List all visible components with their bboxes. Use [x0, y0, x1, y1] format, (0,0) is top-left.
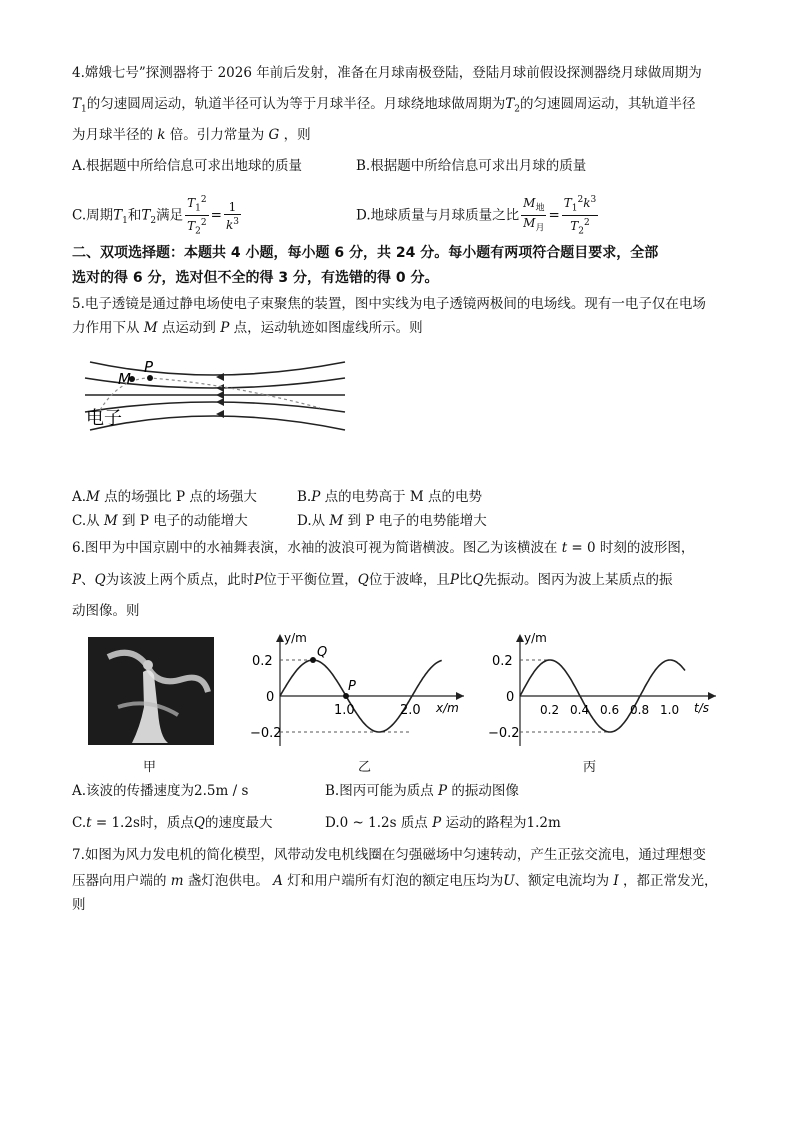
q4-option-a[interactable]: A.根据题中所给信息可求出地球的质量 [72, 158, 303, 174]
x-axis-arrow [456, 692, 464, 700]
q5-option-b[interactable]: B.P 点的电势高于 M 点的电势 [297, 489, 482, 505]
field-arrows [216, 373, 224, 418]
dancer-photo [88, 637, 214, 745]
x-axis-arrow [708, 692, 716, 700]
q6-line1: 6.图甲为中国京剧中的水袖舞表演，水袖的波浪可视为简谐横波。图乙为该横波在 t = 0 时刻的波形图， [72, 540, 695, 556]
dancer-illustration [88, 637, 214, 745]
q5-option-d[interactable]: D.从 M 到 P 电子的电势能增大 [297, 513, 487, 529]
q5-line1: 5.电子透镜是通过静电场使电子束聚焦的装置，图中实线为电子透镜两极间的电场线。现有一电子仅在电场 [72, 296, 706, 312]
q6-option-a[interactable]: A.该波的传播速度为2.5m / s [72, 783, 249, 799]
y-tick-bottom: −0.2 [250, 726, 282, 741]
q7-line2: 压器向用户端的 m 盏灯泡供电。 A 灯和用户端所有灯泡的额定电压均为U、额定电流均为 I ，都正常发光， [72, 873, 718, 889]
x-tick-5: 1.0 [660, 703, 680, 717]
y-axis-arrow [516, 634, 524, 642]
q5-option-c[interactable]: C.从 M 到 P 电子的动能增大 [72, 513, 248, 529]
y-tick-top: 0.2 [492, 654, 513, 669]
label-m: M [118, 370, 131, 388]
label-p: P [144, 358, 154, 376]
section2-heading-line2: 选对的得 6 分，选对但不全的得 3 分，有选错的得 0 分。 [72, 270, 439, 286]
field-line-4 [85, 402, 345, 412]
caption-yi: 乙 [358, 760, 372, 775]
x-tick-1: 0.2 [540, 703, 560, 717]
field-line-5 [90, 416, 345, 430]
y-axis-label: y/m [524, 631, 547, 645]
label-q: Q [317, 645, 328, 660]
q7-line3: 则 [72, 897, 86, 913]
wave-chart-yi [250, 628, 470, 752]
y-axis-label: y/m [284, 631, 307, 645]
vibration-chart-bing [480, 628, 720, 752]
x-tick-4: 0.8 [630, 703, 650, 717]
q4-line1: 4.嫦娥七号”探测器将于 2026 年前后发射，准备在月球南极登陆，登陆月球前假设探测器绕月球做周期为 [72, 65, 702, 81]
q5-option-a[interactable]: A.M 点的场强比 P 点的场强大 [72, 489, 257, 505]
x-tick-1: 1.0 [334, 703, 355, 718]
y-axis-arrow [276, 634, 284, 642]
q6-option-c[interactable]: C.t = 1.2s时，质点Q的速度最大 [72, 815, 273, 831]
q6-option-b[interactable]: B.图丙可能为质点 P 的振动图像 [325, 783, 519, 799]
x-axis-label: t/s [694, 701, 709, 715]
point-q [310, 657, 316, 663]
q6-line3: 动图像。则 [72, 603, 140, 619]
origin-label: 0 [266, 690, 275, 705]
q4-option-b[interactable]: B.根据题中所给信息可求出月球的质量 [356, 158, 587, 174]
x-axis-label: x/m [436, 701, 459, 715]
x-tick-3: 0.6 [600, 703, 620, 717]
x-tick-2: 0.4 [570, 703, 590, 717]
caption-bing: 丙 [583, 760, 597, 775]
origin-label: 0 [506, 690, 515, 705]
electron-lens-figure [80, 350, 350, 470]
caption-jia: 甲 [143, 760, 157, 775]
arrow-4 [216, 398, 224, 406]
arrow-3 [216, 391, 224, 399]
q4-option-d[interactable]: D.地球质量与月球质量之比 $\frac{M_地}{M_月}$ = $\frac{T_1^2k^3}{T_2^2}$ [356, 195, 597, 237]
q6-line2: P、Q为该波上两个质点，此时P位于平衡位置，Q位于波峰，且P比Q先振动。图丙为波上某质点的振 [72, 572, 673, 588]
q4-line2: $T_1$的匀速圆周运动，轨道半径可认为等于月球半径。月球绕地球做周期为$T_2$的匀速圆周运动，其轨道半径 [72, 96, 696, 115]
label-p: P [348, 679, 356, 694]
x-tick-2: 2.0 [400, 703, 421, 718]
arrow-2 [216, 384, 224, 392]
q7-line1: 7.如图为风力发电机的简化模型，风带动发电机线圈在匀强磁场中匀速转动，产生正弦交流电，通过理想变 [72, 847, 706, 863]
q4-line3: 为月球半径的 k 倍。引力常量为 G ，则 [72, 127, 311, 143]
section2-heading-line1: 二、双项选择题：本题共 4 小题，每小题 6 分，共 24 分。每小题有两项符合题目要求，全部 [72, 245, 659, 261]
q4-option-c[interactable]: C.周期$T_1$和$T_2$满足 $\frac{T_1^2}{T_2^2}$ = $\frac{1}{k^3}$ [72, 195, 239, 237]
label-electron: 电子 [86, 408, 122, 429]
y-tick-bottom: −0.2 [488, 726, 520, 741]
y-tick-top: 0.2 [252, 654, 273, 669]
q5-line2: 力作用下从 M 点运动到 P 点，运动轨迹如图虚线所示。则 [72, 320, 423, 336]
q6-option-d[interactable]: D.0 ~ 1.2s 质点 P 运动的路程为1.2m [325, 815, 561, 831]
